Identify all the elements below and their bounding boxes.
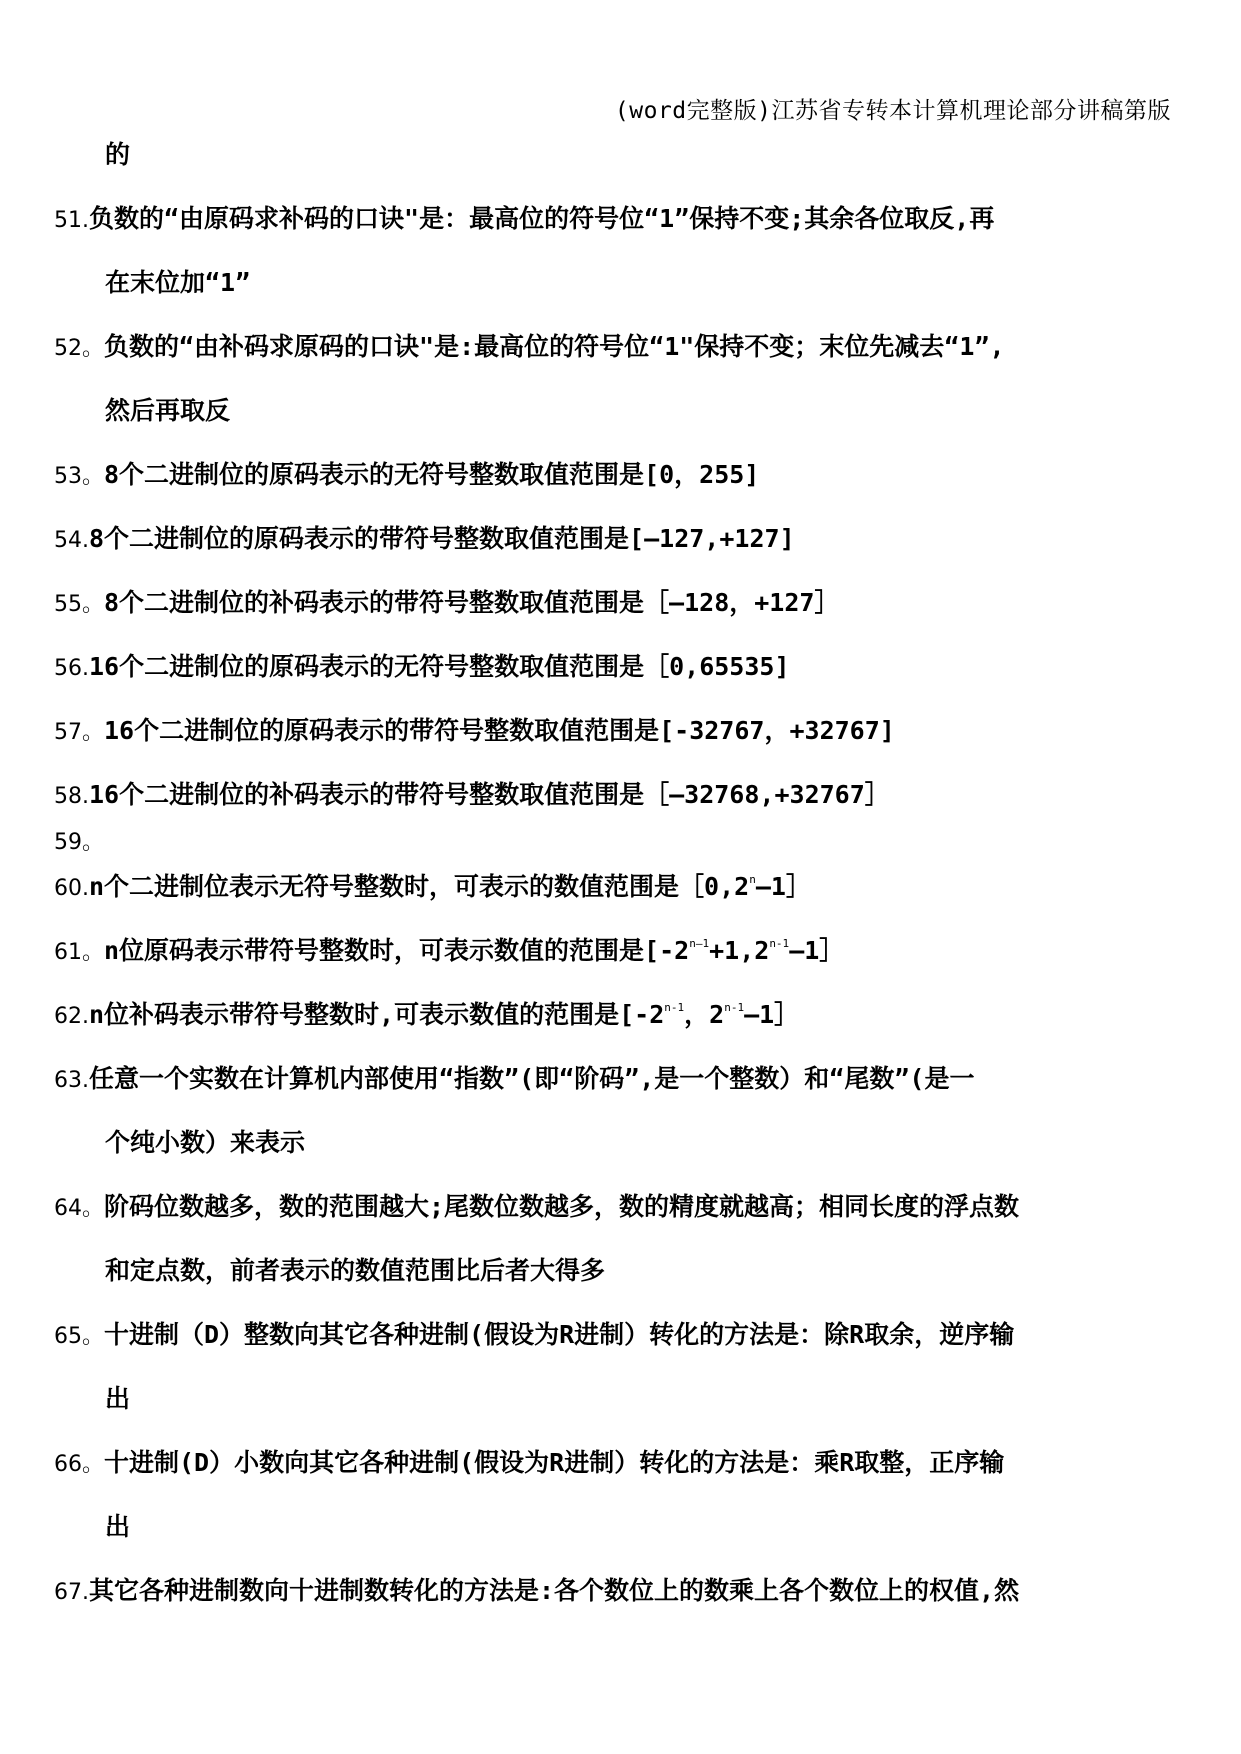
item-number: 58. — [54, 784, 89, 809]
item-number: 62. — [54, 1004, 89, 1029]
item-60: 60.n个二进制位表示无符号整数时，可表示的数值范围是［0,2$^n$—1］ — [54, 872, 811, 901]
item-65-continued: 出 — [105, 1384, 131, 1413]
item-number: 61。 — [54, 940, 104, 965]
item-58: 58.16个二进制位的补码表示的带符号整数取值范围是［—32768,+32767］ — [54, 780, 890, 809]
item-51-continued: 在末位加“1” — [105, 268, 251, 297]
item-59 — [54, 824, 1184, 870]
item-64: 64。阶码位数越多，数的范围越大;尾数位数越多，数的精度就越高；相同长度的浮点数 — [54, 1192, 1020, 1221]
document-body — [54, 138, 1184, 1638]
item-64-continued: 和定点数，前者表示的数值范围比后者大得多 — [105, 1256, 606, 1285]
item-number: 64。 — [54, 1196, 104, 1221]
item-number: 67. — [54, 1580, 89, 1605]
item-67: 67.其它各种进制数向十进制数转化的方法是:各个数位上的数乘上各个数位上的权值,然 — [54, 1576, 1020, 1605]
item-55: 55。8个二进制位的补码表示的带符号整数取值范围是［—128，+127］ — [54, 588, 840, 617]
paragraph-line: 的 — [105, 140, 131, 169]
item-number: 66。 — [54, 1452, 104, 1477]
item-53: 53。8个二进制位的原码表示的无符号整数取值范围是[0，255] — [54, 460, 760, 489]
item-61: 61。n位原码表示带符号整数时，可表示数值的范围是[$-2^{n—1}+1,2^{n-1}—1]$ — [54, 936, 845, 965]
item-number: 54. — [54, 528, 89, 553]
item-number: 57。 — [54, 720, 104, 745]
item-63: 63.任意一个实数在计算机内部使用“指数”(即“阶码”,是一个整数）和“尾数”(是一 — [54, 1064, 975, 1093]
item-number: 65。 — [54, 1324, 104, 1349]
document-header: (word完整版)江苏省专转本计算机理论部分讲稿第版 — [614, 98, 1171, 124]
item-number: 53。 — [54, 464, 104, 489]
item-62: 62.n位补码表示带符号整数时,可表示数值的范围是[-2$^{n-1}$，2$^{n-1}$—1］ — [54, 1000, 800, 1029]
item-number: 60. — [54, 876, 89, 901]
item-51: 51.负数的“由原码求补码的口诀"是：最高位的符号位“1”保持不变;其余各位取反,再 — [54, 204, 995, 233]
item-number: 56. — [54, 656, 89, 681]
item-54: 54.8个二进制位的原码表示的带符号整数取值范围是[—127,+127] — [54, 524, 795, 553]
item-63-continued: 个纯小数）来表示 — [105, 1128, 306, 1157]
item-57: 57。16个二进制位的原码表示的带符号整数取值范围是[-32767，+32767] — [54, 716, 895, 745]
item-66: 66。十进制(D）小数向其它各种进制(假设为R进制）转化的方法是：乘R取整，正序输 — [54, 1448, 1005, 1477]
item-number: 59。 — [54, 830, 104, 855]
item-number: 52。 — [54, 336, 104, 361]
item-number: 55。 — [54, 592, 104, 617]
item-number: 63. — [54, 1068, 89, 1093]
item-56: 56.16个二进制位的原码表示的无符号整数取值范围是［0,65535] — [54, 652, 790, 681]
item-66-continued: 出 — [105, 1512, 131, 1541]
item-65: 65。十进制（D）整数向其它各种进制(假设为R进制）转化的方法是：除R取余，逆序输 — [54, 1320, 1015, 1349]
item-number: 51. — [54, 208, 89, 233]
item-52: 52。负数的“由补码求原码的口诀"是:最高位的符号位“1"保持不变；末位先减去“1”, — [54, 332, 1005, 361]
item-52-continued: 然后再取反 — [105, 396, 231, 425]
